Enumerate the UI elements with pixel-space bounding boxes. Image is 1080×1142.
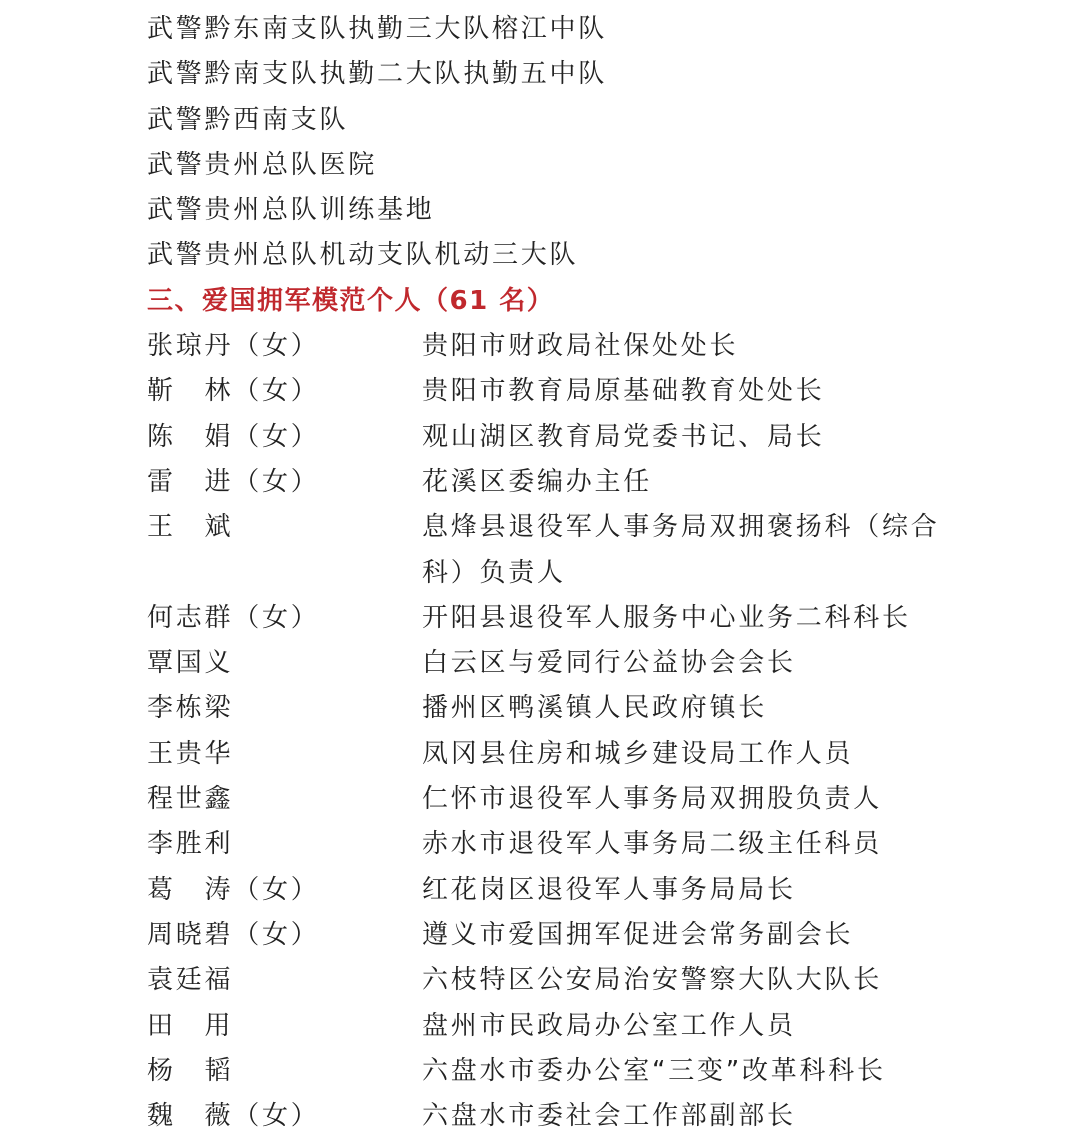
person-name: 杨 韬 (147, 1055, 234, 1086)
person-row (147, 596, 1047, 641)
unit-item: 武警贵州总队医院 (147, 149, 378, 180)
person-title: 赤水市退役军人事务局二级主任科员 (422, 829, 883, 860)
person-name: 葛 涛（女） (147, 874, 320, 905)
person-name: 袁廷福 (147, 965, 234, 996)
person-title: 盘州市民政局办公室工作人员 (422, 1010, 796, 1041)
person-title: 六枝特区公安局治安警察大队大队长 (422, 965, 883, 996)
unit-item: 武警贵州总队训练基地 (147, 195, 435, 226)
person-row (147, 868, 1047, 913)
people-list (147, 324, 1047, 1139)
person-name: 陈 娟（女） (147, 421, 320, 452)
person-name: 靳 林（女） (147, 376, 320, 407)
person-row (147, 460, 1047, 505)
person-title: 六盘水市委社会工作部副部长 (422, 1101, 796, 1132)
person-row (147, 1049, 1047, 1094)
person-row (147, 732, 1047, 777)
person-title: 仁怀市退役军人事务局双拥股负责人 (422, 784, 883, 815)
person-name: 覃国义 (147, 648, 234, 679)
person-name: 魏 薇（女） (147, 1101, 320, 1132)
person-row (147, 641, 1047, 686)
person-row (147, 1094, 1047, 1139)
person-title: 贵阳市教育局原基础教育处处长 (422, 376, 825, 407)
person-title: 凤冈县住房和城乡建设局工作人员 (422, 738, 854, 769)
person-name: 王 斌 (147, 512, 234, 543)
person-row (147, 777, 1047, 822)
person-name: 周晓碧（女） (147, 919, 320, 950)
unit-item: 武警黔东南支队执勤三大队榕江中队 (147, 14, 608, 44)
person-row (147, 505, 1047, 596)
person-title: 遵义市爱国拥军促进会常务副会长 (422, 919, 854, 950)
person-title: 六盘水市委办公室“三变”改革科科长 (422, 1055, 886, 1086)
person-name: 何志群（女） (147, 602, 320, 633)
person-row (147, 369, 1047, 414)
person-title: 观山湖区教育局党委书记、局长 (422, 421, 825, 452)
person-name: 雷 进（女） (147, 466, 320, 497)
person-name: 李栋梁 (147, 693, 234, 724)
person-name: 张琼丹（女） (147, 331, 320, 362)
unit-item: 武警黔西南支队 (147, 104, 349, 135)
person-name: 程世鑫 (147, 784, 234, 815)
person-name: 李胜利 (147, 829, 234, 860)
person-row (147, 324, 1047, 369)
person-title: 息烽县退役军人事务局双拥褒扬科（综合科）负责人 (422, 512, 940, 588)
document-body (147, 7, 1047, 1139)
person-row (147, 686, 1047, 731)
person-title: 播州区鸭溪镇人民政府镇长 (422, 693, 768, 724)
person-name: 田 用 (147, 1010, 234, 1041)
unit-item: 武警黔南支队执勤二大队执勤五中队 (147, 59, 608, 90)
unit-item: 武警贵州总队机动支队机动三大队 (147, 240, 579, 271)
person-row (147, 913, 1047, 958)
person-title: 白云区与爱同行公益协会会长 (422, 648, 796, 679)
person-title: 红花岗区退役军人事务局局长 (422, 874, 796, 905)
person-title: 开阳县退役军人服务中心业务二科科长 (422, 602, 911, 633)
section-heading: 三、爱国拥军模范个人（61 名） (147, 285, 555, 316)
person-row (147, 415, 1047, 460)
person-row (147, 822, 1047, 867)
person-row (147, 958, 1047, 1003)
person-name: 王贵华 (147, 738, 234, 769)
person-title: 花溪区委编办主任 (422, 466, 653, 497)
person-row (147, 1004, 1047, 1049)
person-title: 贵阳市财政局社保处处长 (422, 331, 739, 362)
